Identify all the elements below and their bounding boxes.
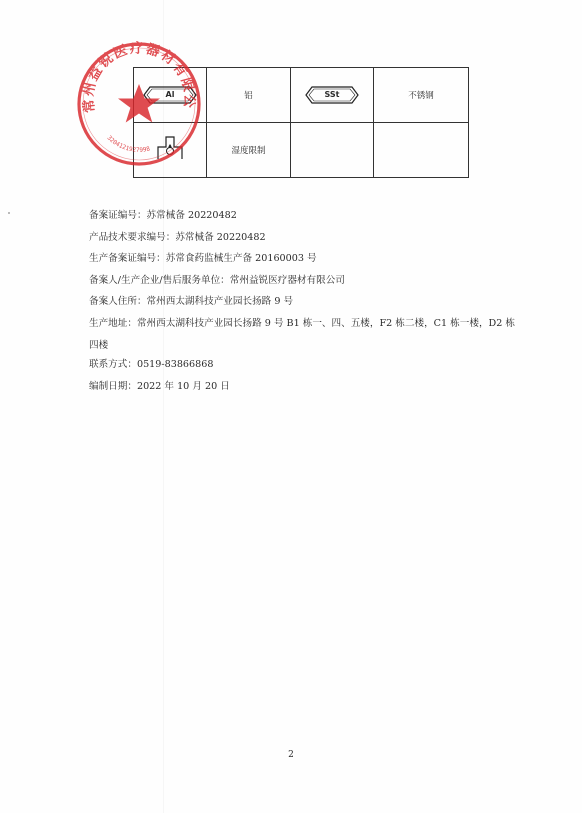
stainless-steel-symbol-cell xyxy=(291,68,374,123)
stainless-steel-label: 不锈钢 xyxy=(374,68,469,123)
record-number: 备案证编号：苏常械备 20220482 xyxy=(89,210,237,221)
aluminium-label: 铝 xyxy=(207,68,291,123)
svg-text:常州益锐医疗器材有限公司: 常州益锐医疗器材有限公 xyxy=(80,40,198,114)
contact-info: 联系方式：0519-83866868 xyxy=(89,359,214,370)
compile-date: 编制日期：2022 年 10 月 20 日 xyxy=(89,380,230,392)
svg-text:3204121927998: 3204121927998 xyxy=(105,134,151,154)
binding-mark xyxy=(8,212,10,214)
empty-cell xyxy=(291,123,374,178)
production-address-line1: 生产地址：常州西太湖科技产业园长扬路 9 号 B1 栋一、四、五楼，F2 栋二楼，C1 栋一楼，D2 栋 xyxy=(89,317,515,329)
company-info: 备案人/生产企业/售后服务单位：常州益锐医疗器材有限公司 xyxy=(89,274,345,286)
page-number: 2 xyxy=(288,750,294,760)
company-seal xyxy=(75,40,203,168)
empty-cell xyxy=(374,123,469,178)
aluminium-symbol-text: Al xyxy=(165,90,175,99)
production-record-number: 生产备案证编号：苏常食药监械生产备 20160003 号 xyxy=(89,253,317,264)
production-address-line2: 四楼 xyxy=(89,340,109,351)
registrant-address: 备案人住所：常州西太湖科技产业园长扬路 9 号 xyxy=(89,296,294,307)
stainless-steel-recycle-icon xyxy=(305,86,359,104)
registration-info xyxy=(89,205,529,397)
stainless-steel-symbol-text: SSt xyxy=(324,90,340,99)
humidity-limit-label: 湿度限制 xyxy=(207,123,291,178)
tech-requirement-number: 产品技术要求编号：苏常械备 20220482 xyxy=(89,231,266,243)
